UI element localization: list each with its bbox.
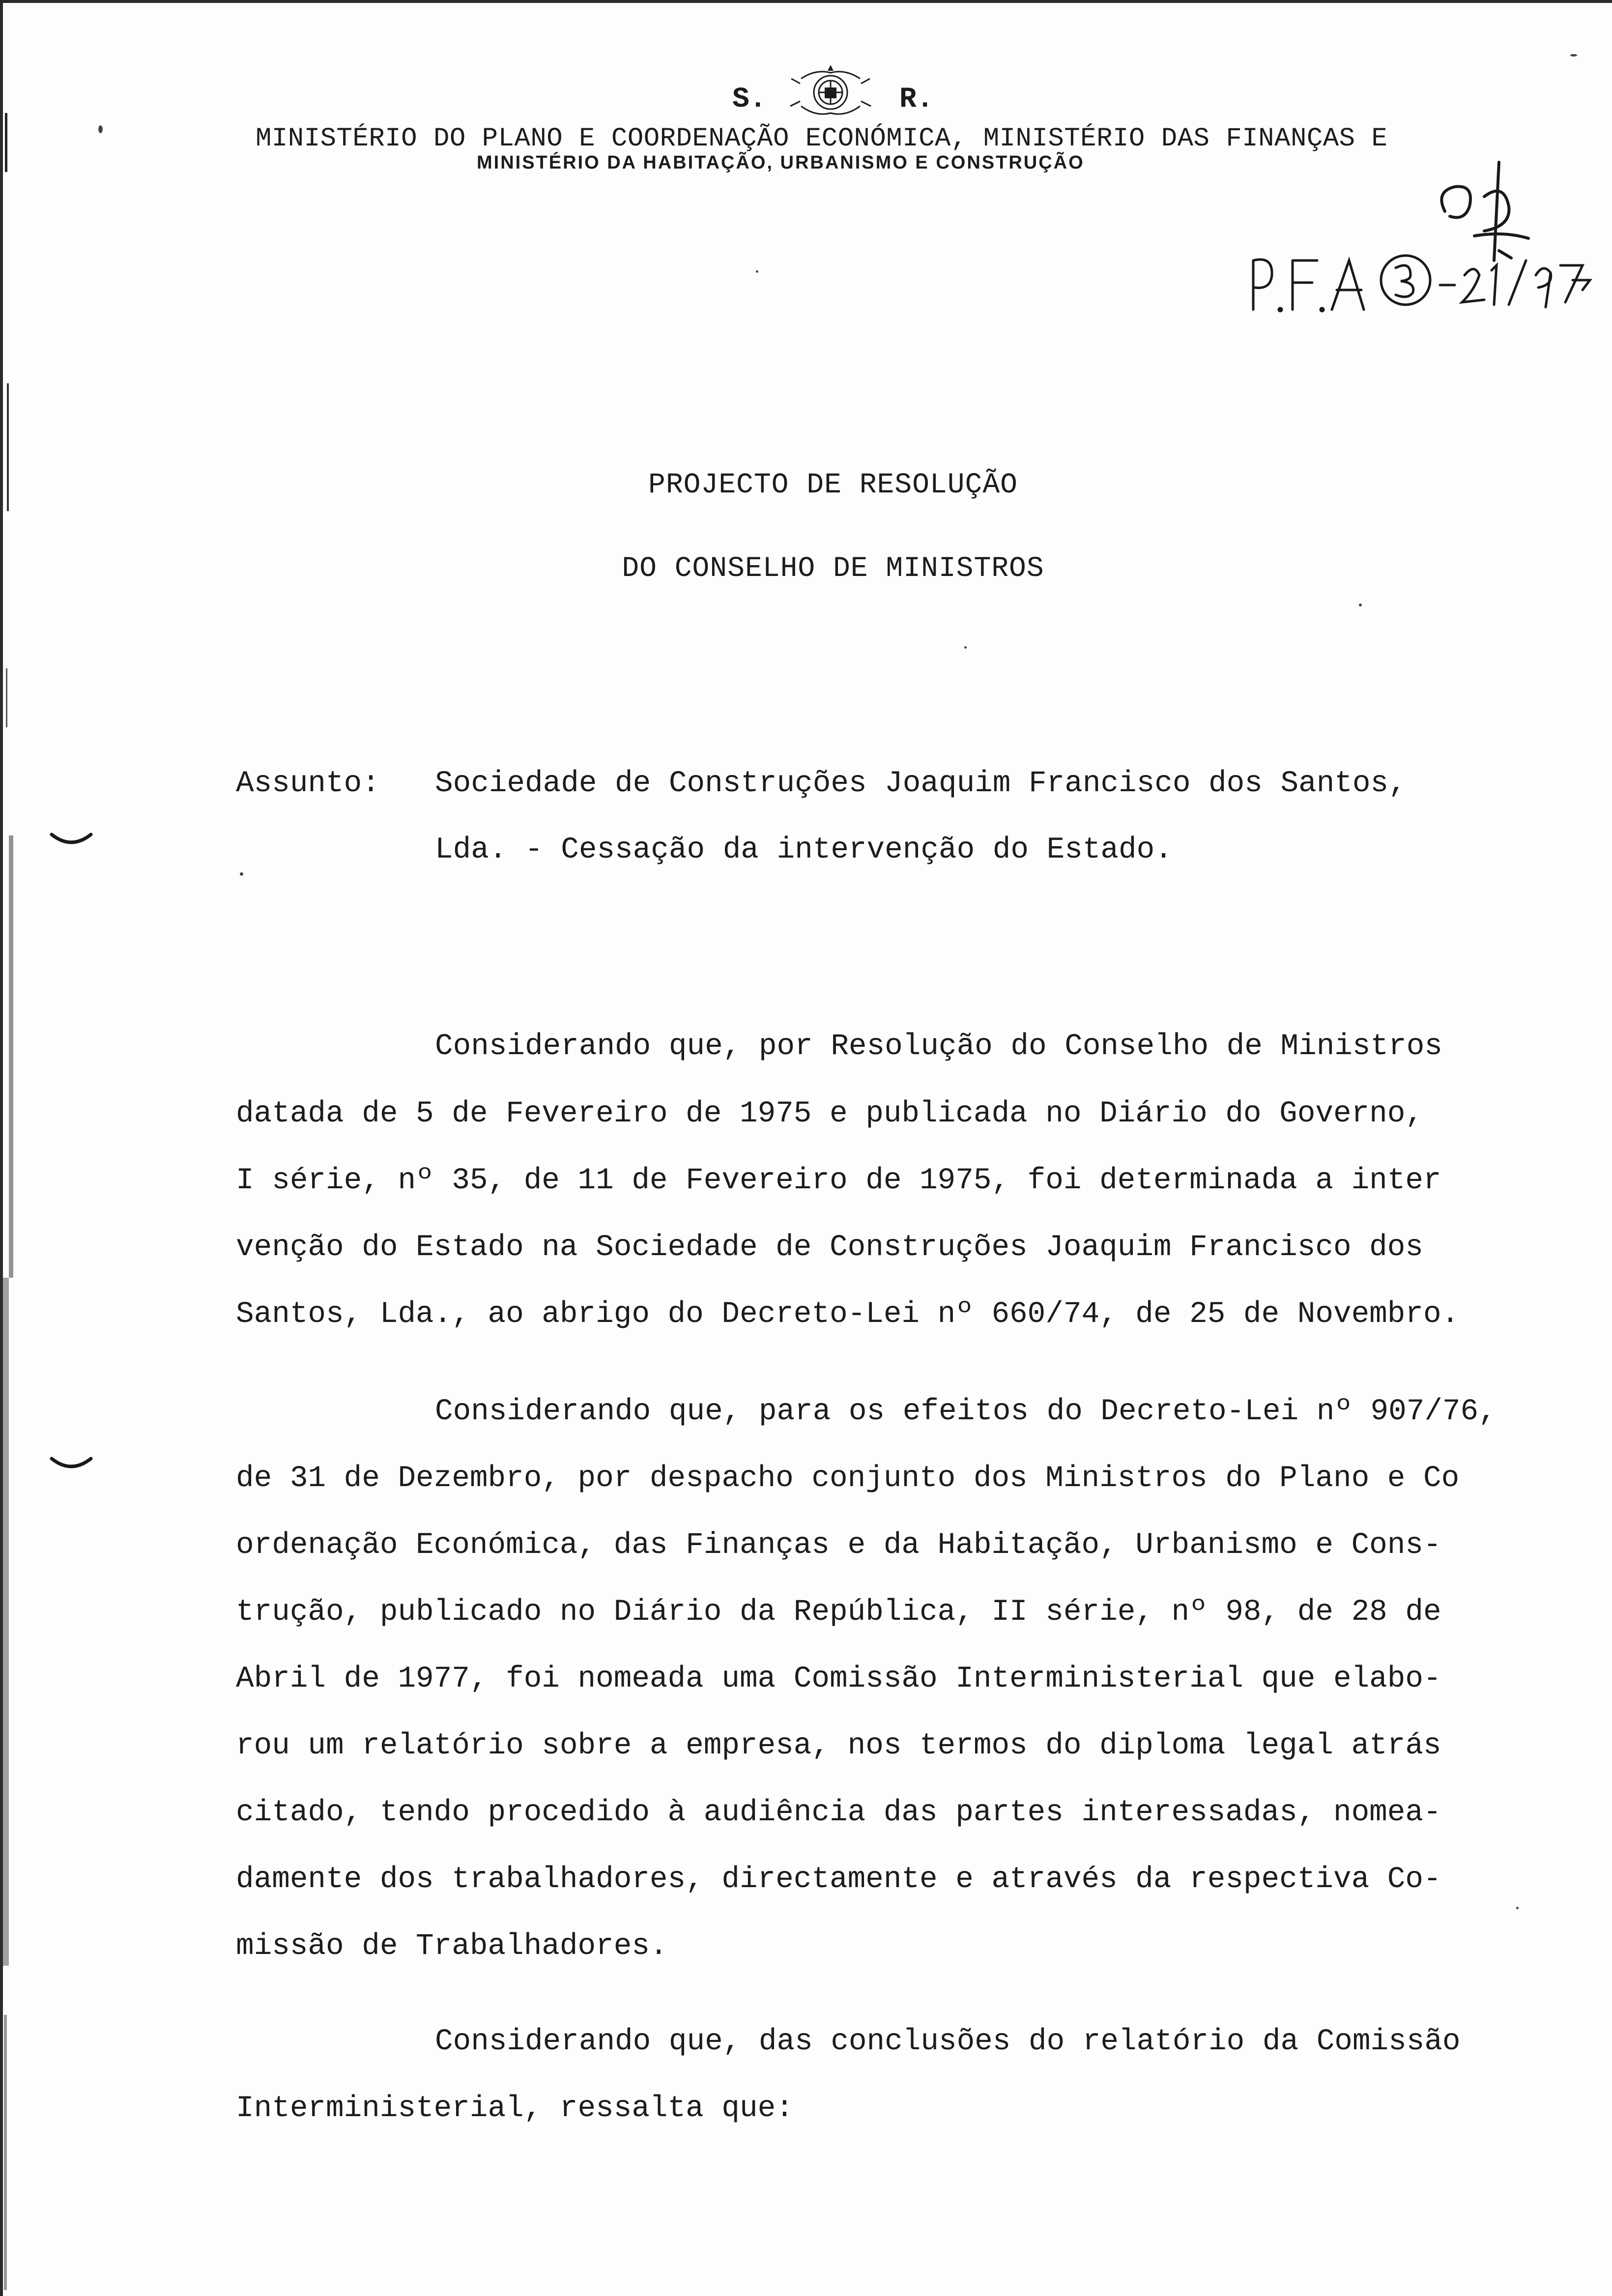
paragraph3-line2: Interministerial, ressalta que:: [236, 2092, 794, 2125]
subject-text-line2: Lda. - Cessação da intervenção do Estado.: [435, 833, 1173, 867]
paragraph1-line2: datada de 5 de Fevereiro de 1975 e publicada no Diário do Governo,: [236, 1097, 1423, 1131]
paragraph1-line5: Santos, Lda., ao abrigo do Decreto-Lei nº 660/74, de 25 de Novembro.: [236, 1297, 1460, 1331]
coat-of-arms-icon: [781, 64, 880, 123]
subject-label: Assunto:: [236, 767, 380, 801]
subject-text-line1: Sociedade de Construções Joaquim Francisco dos Santos,: [435, 767, 1407, 801]
paragraph2-line8: damente dos trabalhadores, directamente e através da respectiva Co-: [236, 1863, 1441, 1896]
paragraph2-line7: citado, tendo procedido à audiência das partes interessadas, nomea-: [236, 1796, 1441, 1830]
scan-left-edge: [0, 0, 34, 2296]
paragraph2-line2: de 31 de Dezembro, por despacho conjunto dos Ministros do Plano e Co: [236, 1462, 1460, 1495]
paragraph3-line1: Considerando que, das conclusões do relatório da Comissão: [435, 2025, 1461, 2059]
emblem-letter-r: R.: [899, 84, 934, 115]
paragraph2-line9: missão de Trabalhadores.: [236, 1929, 668, 1963]
paragraph1-line3: I série, nº 35, de 11 de Fevereiro de 1975, foi determinada a inter: [236, 1164, 1441, 1198]
paragraph1-line4: venção do Estado na Sociedade de Construções Joaquim Francisco dos: [236, 1231, 1423, 1264]
scan-speck: [240, 872, 243, 876]
scan-speck: [756, 270, 758, 273]
paragraph1-line1: Considerando que, por Resolução do Conselho de Ministros: [435, 1030, 1442, 1063]
handwritten-reference-annotation: [1243, 241, 1597, 324]
paragraph2-line4: trução, publicado no Diário da República, II série, nº 98, de 28 de: [236, 1595, 1441, 1629]
document-title-line1: PROJECTO DE RESOLUÇÃO: [648, 469, 1018, 501]
scan-speck: [1359, 603, 1362, 606]
scan-speck: [98, 125, 103, 133]
scan-top-border: [0, 0, 1612, 3]
ministries-header-line1: MINISTÉRIO DO PLANO E COORDENAÇÃO ECONÓMICA, MINISTÉRIO DAS FINANÇAS E: [256, 124, 1388, 154]
paragraph2-line3: ordenação Económica, das Finanças e da Habitação, Urbanismo e Cons-: [236, 1528, 1441, 1562]
paragraph2-line1: Considerando que, para os efeitos do Decreto-Lei nº 907/76,: [435, 1395, 1497, 1429]
emblem-letter-s: S.: [732, 84, 767, 115]
scan-speck: [1516, 1907, 1519, 1909]
paragraph2-line5: Abril de 1977, foi nomeada uma Comissão Interministerial que elabo-: [236, 1662, 1441, 1696]
state-emblem-header: [688, 64, 963, 128]
scan-speck: [1570, 54, 1577, 57]
paragraph2-line6: rou um relatório sobre a empresa, nos termos do diploma legal atrás: [236, 1729, 1441, 1763]
document-title-line2: DO CONSELHO DE MINISTROS: [622, 553, 1044, 585]
margin-brace-mark: [49, 1455, 93, 1477]
scan-speck: [964, 646, 967, 649]
ministries-header-line2: MINISTÉRIO DA HABITAÇÃO, URBANISMO E CONSTRUÇÃO: [477, 152, 1085, 173]
margin-brace-mark: [49, 831, 93, 853]
